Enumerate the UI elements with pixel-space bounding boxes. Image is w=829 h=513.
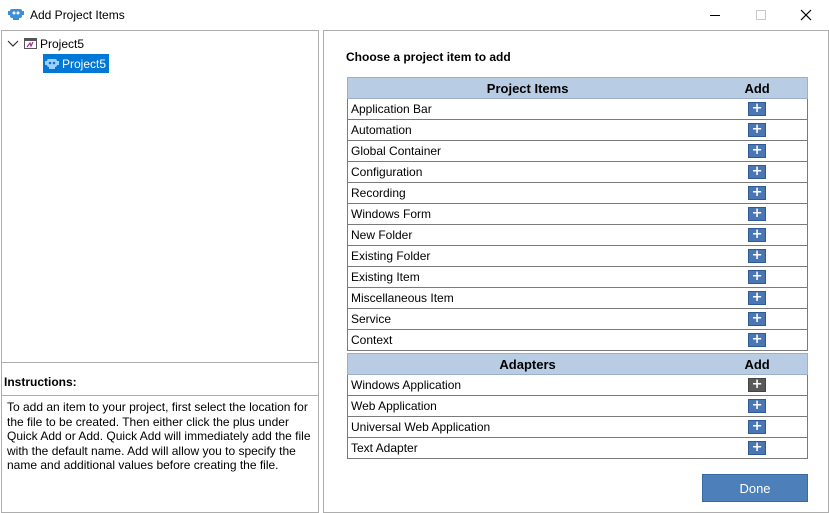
right-pane (323, 30, 829, 513)
done-button[interactable]: Done (702, 474, 808, 502)
table-row (347, 375, 808, 396)
minimize-icon (709, 9, 721, 21)
add-item-button[interactable]: + (748, 270, 766, 284)
add-cell (707, 165, 807, 179)
table-row (347, 288, 808, 309)
chevron-down-icon[interactable] (6, 37, 20, 51)
table-row (347, 417, 808, 438)
adapters-header-label: Adapters (499, 356, 556, 372)
add-cell (707, 312, 807, 326)
item-name: Text Adapter (351, 441, 418, 455)
item-name: Service (351, 312, 392, 326)
table-row (347, 99, 808, 120)
add-cell (707, 420, 807, 434)
add-cell (707, 228, 807, 242)
robot-app-icon (8, 7, 24, 21)
add-cell (707, 144, 807, 158)
project-items-add-header: Add (744, 80, 770, 96)
add-item-button[interactable]: + (748, 420, 766, 434)
table-row (347, 267, 808, 288)
choose-heading: Choose a project item to add (346, 50, 511, 64)
item-name: Existing Folder (351, 249, 431, 263)
table-row (347, 309, 808, 330)
tree-item-child-label: Project5 (62, 56, 107, 71)
table-row (347, 141, 808, 162)
close-button[interactable] (783, 0, 829, 30)
item-name: New Folder (351, 228, 413, 242)
add-item-button[interactable]: + (748, 441, 766, 455)
table-row (347, 396, 808, 417)
add-cell (707, 333, 807, 347)
instructions-text: To add an item to your project, first select the location for the file to be created. Then either click the plus under Quick Add or Add. Quick Add will immediately add the file with the default name. Add will allow you to specify the name and additional values before creating the file. (7, 400, 311, 472)
item-name: Application Bar (351, 102, 432, 116)
table-row (347, 183, 808, 204)
adapters-add-header: Add (744, 356, 770, 372)
add-item-button[interactable]: + (748, 333, 766, 347)
add-cell (707, 291, 807, 305)
item-name: Existing Item (351, 270, 420, 284)
table-row (347, 120, 808, 141)
item-name: Miscellaneous Item (351, 291, 454, 305)
maximize-button[interactable] (738, 0, 784, 30)
left-pane (1, 30, 319, 513)
tree-item-child[interactable] (43, 54, 109, 73)
item-name: Universal Web Application (351, 420, 491, 434)
add-item-button[interactable]: + (748, 228, 766, 242)
item-name: Windows Form (351, 207, 432, 221)
add-cell (707, 270, 807, 284)
instructions-heading: Instructions: (2, 364, 318, 396)
project-tree (2, 31, 318, 363)
add-cell (707, 249, 807, 263)
tree-item-root[interactable] (6, 35, 84, 53)
add-item-button[interactable]: + (748, 165, 766, 179)
title-bar (0, 0, 829, 30)
project-items-table (347, 77, 808, 351)
close-icon (800, 9, 812, 21)
add-item-button[interactable]: + (748, 399, 766, 413)
add-cell (707, 186, 807, 200)
window-title: Add Project Items (30, 8, 125, 22)
project-items-header (347, 77, 808, 99)
add-item-button[interactable]: + (748, 207, 766, 221)
table-row (347, 204, 808, 225)
item-name: Web Application (351, 399, 437, 413)
item-name: Windows Application (351, 378, 462, 392)
minimize-button[interactable] (692, 0, 738, 30)
add-cell (707, 102, 807, 116)
robot-icon (45, 58, 59, 70)
add-item-button[interactable]: + (748, 312, 766, 326)
add-cell (707, 123, 807, 137)
add-item-button[interactable]: + (748, 378, 766, 392)
item-name: Context (351, 333, 393, 347)
table-row (347, 162, 808, 183)
add-cell (707, 207, 807, 221)
item-name: Configuration (351, 165, 423, 179)
item-name: Global Container (351, 144, 442, 158)
add-item-button[interactable]: + (748, 249, 766, 263)
add-cell (707, 441, 807, 455)
table-row (347, 330, 808, 351)
add-cell (707, 399, 807, 413)
adapters-table (347, 353, 808, 459)
item-name: Automation (351, 123, 412, 137)
table-row (347, 225, 808, 246)
project-items-header-label: Project Items (486, 80, 569, 96)
add-item-button[interactable]: + (748, 102, 766, 116)
adapters-header (347, 353, 808, 375)
table-row (347, 246, 808, 267)
add-item-button[interactable]: + (748, 123, 766, 137)
add-cell (707, 378, 807, 392)
tree-item-root-label: Project5 (40, 37, 85, 51)
add-item-button[interactable]: + (748, 144, 766, 158)
add-item-button[interactable]: + (748, 291, 766, 305)
item-name: Recording (351, 186, 406, 200)
table-row (347, 438, 808, 459)
add-item-button[interactable]: + (748, 186, 766, 200)
project-window-icon (24, 38, 37, 50)
maximize-icon (755, 9, 767, 21)
